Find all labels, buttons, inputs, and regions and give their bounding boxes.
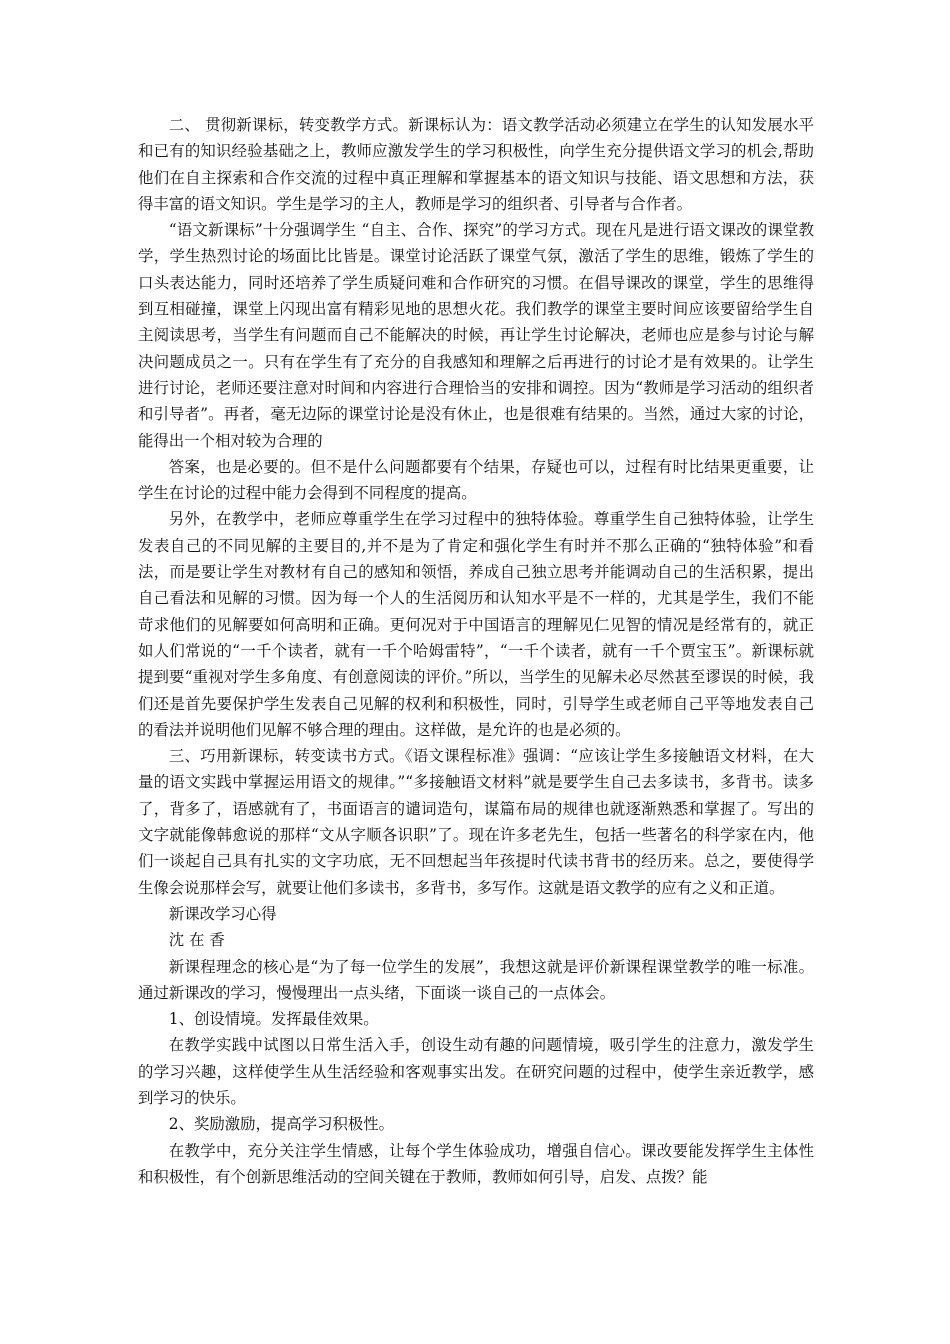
paragraph-answer: 答案，也是必要的。但不是什么问题都要有个结果，存疑也可以，过程有时比结果更重要，让学生在讨论的过程中能力会得到不同程度的提高。 — [138, 457, 814, 503]
paragraph-section-two: 二、 贯彻新课标，转变教学方式。新课标认为：语文教学活动必须建立在学生的认知发展水平和已有的知识经验基础之上，教师应激发学生的学习积极性，向学生充分提供语文学习的机会,帮助他们在自主探索和合作交流的过程中真正理解和掌握基本的语文知识与技能、语文思想和方法，获得丰富的语文知识。学生是学习的主人，教师是学习的组织者、引导者与合作者。 — [138, 116, 814, 213]
paragraph-unique-experience: 另外，在教学中，老师应尊重学生在学习过程中的独特体验。尊重学生自己独特体验，让学生发表自己的不同见解的主要目的,并不是为了肯定和强化学生有时并不那么正确的“独特体验”和看法，而是要让学生对教材有自己的感知和领悟，养成自己独立思考并能调动自己的生活积累，提出自己看法和见解的习惯。因为每一个人的生活阅历和认知水平是不一样的，尤其是学生，我们不能苛求他们的见解要如何高明和正确。更何况对于中国语言的理解见仁见智的情况是经常有的，就正如人们常说的“一千个读者，就有一千个哈姆雷特”，“一千个读者，就有一千个贾宝玉”。新课标就提到要“重视对学生多角度、有创意阅读的评价。”所以，当学生的见解未必尽然甚至谬误的时候，我们还是首先要保护学生发表自己见解的权利和积极性，同时，引导学生或老师自己平等地发表自己的看法并说明他们见解不够合理的理由。这样做，是允许的也是必须的。 — [138, 510, 814, 739]
heading-point-one: 1、创设情境。发挥最佳效果。 — [168, 1010, 379, 1029]
article-title: 新课改学习心得 — [168, 904, 277, 923]
document-body — [138, 112, 814, 1190]
paragraph-section-three: 三、巧用新课标，转变读书方式。《语文课程标准》强调：“应该让学生多接触语文材料，在大量的语文实践中掌握运用语文的规律。”“多接触语文材料”就是要学生自己去多读书，多背书。读多了，背多了，语感就有了，书面语言的谴词造句，谋篇布局的规律也就逐渐熟悉和掌握了。写出的文字就能像韩愈说的那样“文从字顺各识职”了。现在许多老先生，包括一些著名的科学家在内，他们一谈起自己具有扎实的文字功底，无不回想起当年孩提时代读书背书的经历来。总之，要使得学生像会说那样会写，就要让他们多读书，多背书，多写作。这就是语文教学的应有之义和正道。 — [138, 747, 814, 897]
paragraph-point-one: 在教学实践中试图以日常生活入手，创设生动有趣的问题情境，吸引学生的注意力，激发学生的学习兴趣，这样使学生从生活经验和客观事实出发。在研究问题的过程中，使学生亲近教学，感到学习的快乐。 — [138, 1036, 814, 1107]
paragraph-core-idea: 新课程理念的核心是“为了每一位学生的发展”，我想这就是评价新课程课堂教学的唯一标准。通过新课改的学习，慢慢理出一点头绪，下面谈一谈自己的一点体会。 — [138, 957, 814, 1002]
paragraph-discussion: “语文新课标”十分强调学生 “自主、合作、探究”的学习方式。现在凡是进行语文课改的课堂教学，学生热烈讨论的场面比比皆是。课堂讨论活跃了课堂气氛，激活了学生的思维，锻炼了学生的口头表达能力，同时还培养了学生质疑问难和合作研究的习惯。在倡导课改的课堂，学生的思维得到互相碰撞，课堂上闪现出富有精彩见地的思想火花。我们教学的课堂主要时间应该要留给学生自主阅读思考，当学生有问题而自己不能解决的时候，再让学生讨论解决，老师也应是参与讨论与解决问题成员之一。只有在学生有了充分的自我感知和理解之后再进行的讨论才是有效果的。让学生进行讨论，老师还要注意对时间和内容进行合理恰当的安排和调控。因为“教师是学习活动的组织者和引导者”。再者，毫无边际的课堂讨论是没有休止，也是很难有结果的。当然，通过大家的讨论，能得出一个相对较为合理的 — [138, 221, 814, 450]
heading-point-two: 2、奖励激励，提高学习积极性。 — [168, 1115, 395, 1134]
author-name: 沈 在 香 — [168, 931, 225, 950]
paragraph-point-two: 在教学中，充分关注学生情感，让每个学生体验成功，增强自信心。课改要能发挥学生主体性和积极性，有个创新思维活动的空间关键在于教师，教师如何引导，启发、点拨？能 — [138, 1141, 814, 1186]
